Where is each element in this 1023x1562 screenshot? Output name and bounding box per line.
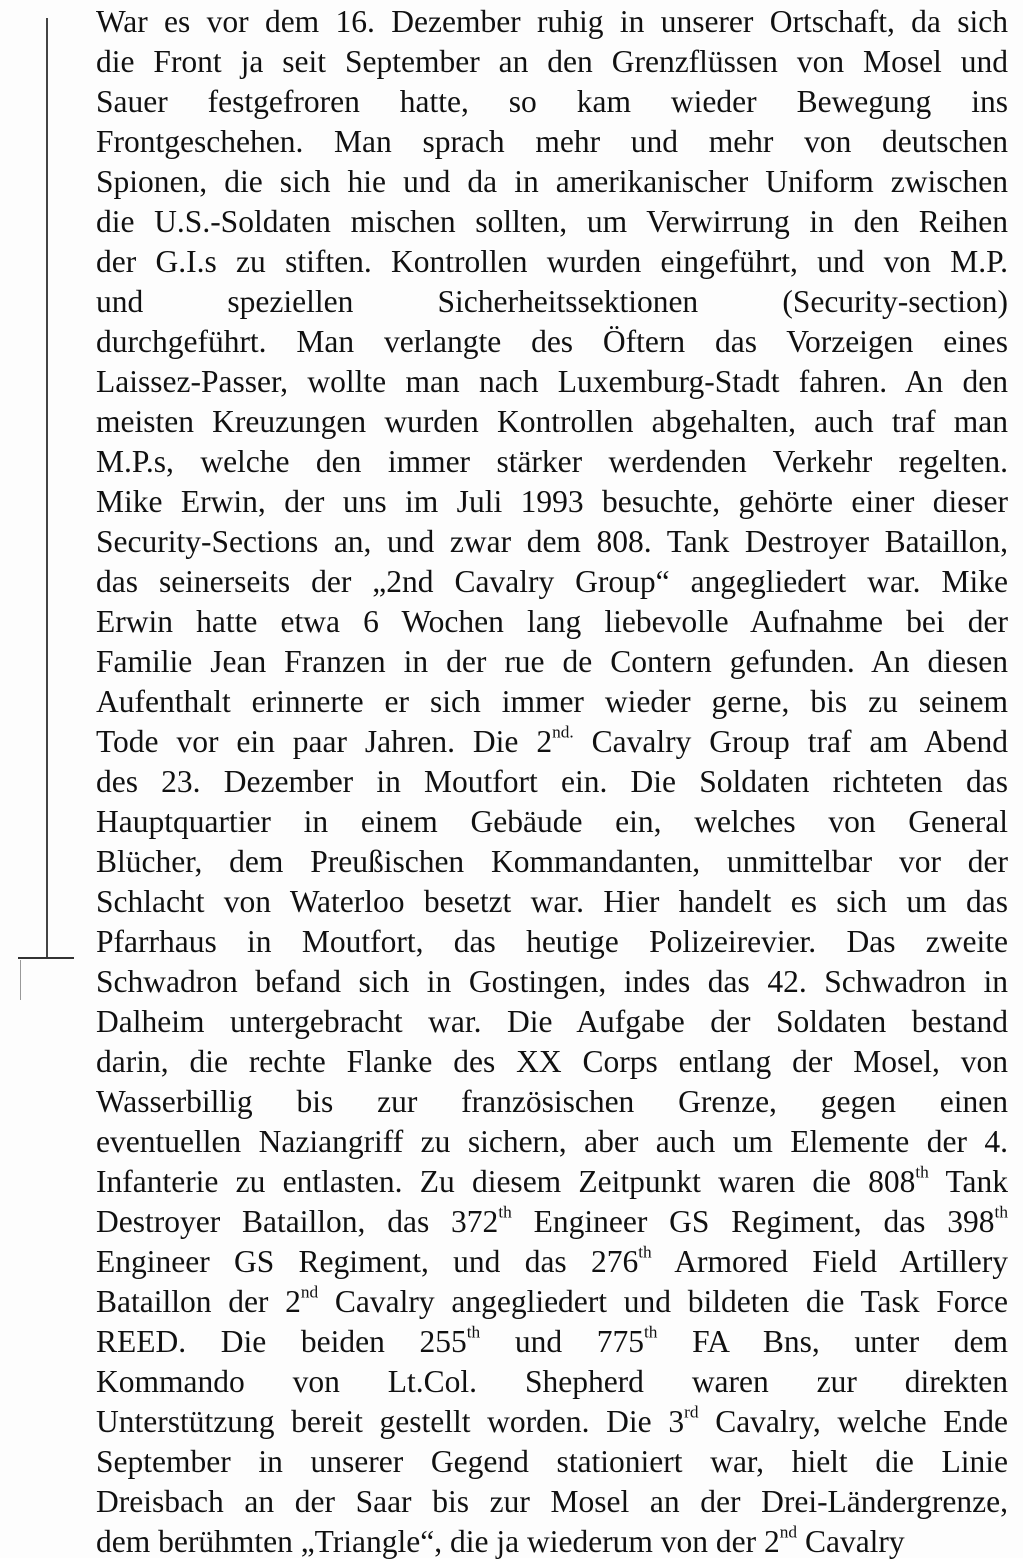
- superscript: th: [915, 1162, 929, 1182]
- text-line: Mike Erwin, der uns im Juli 1993 besuchte, gehörte einer dieser: [96, 484, 1008, 519]
- superscript: nd: [779, 1522, 798, 1542]
- text-line: M.P.s, welche den immer stärker werdenden Verkehr regelten.: [96, 444, 1008, 479]
- margin-rule-vertical: [46, 18, 48, 958]
- text-line: Blücher, dem Preußischen Kommandanten, unmittelbar vor der: [96, 844, 1008, 879]
- text-run: Cavalry angegliedert und bildeten die Task Force: [318, 1284, 1008, 1319]
- text-line: Kommando von Lt.Col. Shepherd waren zur direkten: [96, 1364, 1008, 1399]
- superscript: th: [466, 1322, 481, 1342]
- text-line: und speziellen Sicherheitssektionen (Security-section): [96, 284, 1008, 319]
- text-run: Cavalry: [797, 1524, 905, 1559]
- text-line: Schwadron befand sich in Gostingen, indes das 42. Schwadron in: [96, 964, 1008, 999]
- text-line: Laissez-Passer, wollte man nach Luxemburg-Stadt fahren. An den: [96, 364, 1008, 399]
- text-line: der G.I.s zu stiften. Kontrollen wurden eingeführt, und von M.P.: [96, 244, 1008, 279]
- text-line: die U.S.-Soldaten mischen sollten, um Verwirrung in den Reihen: [96, 204, 1008, 239]
- text-run: Infanterie zu entlasten. Zu diesem Zeitpunkt waren die 808: [96, 1164, 916, 1199]
- text-line: Security-Sections an, und zwar dem 808. Tank Destroyer Bataillon,: [96, 524, 1008, 559]
- superscript: th: [643, 1322, 658, 1342]
- text-line: [96, 1202, 1008, 1242]
- text-line: Pfarrhaus in Moutfort, das heutige Polizeirevier. Das zweite: [96, 924, 1008, 959]
- text-line: War es vor dem 16. Dezember ruhig in unserer Ortschaft, da sich: [96, 4, 1008, 39]
- text-line: [96, 722, 1008, 762]
- superscript: th: [638, 1242, 652, 1262]
- text-line: [96, 1322, 1008, 1362]
- text-line: die Front ja seit September an den Grenzflüssen von Mosel und: [96, 44, 1008, 79]
- text-run: Bataillon der 2: [96, 1284, 301, 1319]
- text-line: [96, 1242, 1008, 1282]
- superscript: nd.: [552, 722, 574, 742]
- text-run: Cavalry, welche Ende: [698, 1404, 1008, 1439]
- text-run: Destroyer Bataillon, das 372: [96, 1204, 499, 1239]
- text-line: Dreisbach an der Saar bis zur Mosel an der Drei-Ländergrenze,: [96, 1484, 1008, 1519]
- text-run: dem berühmten „Triangle“, die ja wiederum von der 2: [96, 1524, 780, 1559]
- text-run: und 775: [480, 1324, 644, 1359]
- text-run: Tode vor ein paar Jahren. Die 2: [96, 724, 553, 759]
- text-line: [96, 1522, 1008, 1562]
- text-line: [96, 1282, 1008, 1322]
- text-run: Tank: [928, 1164, 1008, 1199]
- text-run: REED. Die beiden 255: [96, 1324, 467, 1359]
- margin-rule-tick: [18, 957, 74, 959]
- text-line: Erwin hatte etwa 6 Wochen lang liebevolle Aufnahme bei der: [96, 604, 1008, 639]
- text-line: durchgeführt. Man verlangte des Öftern das Vorzeigen eines: [96, 324, 1008, 359]
- body-text: [96, 2, 1008, 1562]
- superscript: rd: [684, 1402, 699, 1422]
- text-line: [96, 1402, 1008, 1442]
- text-line: eventuellen Naziangriff zu sichern, aber auch um Elemente der 4.: [96, 1124, 1008, 1159]
- text-line: September in unserer Gegend stationiert war, hielt die Linie: [96, 1444, 1008, 1479]
- text-line: das seinerseits der „2nd Cavalry Group“ angegliedert war. Mike: [96, 564, 1008, 599]
- text-run: Engineer GS Regiment, und das 276: [96, 1244, 639, 1279]
- text-run: Engineer GS Regiment, das 398: [511, 1204, 995, 1239]
- text-line: Schlacht von Waterloo besetzt war. Hier handelt es sich um das: [96, 884, 1008, 919]
- text-line: Familie Jean Franzen in der rue de Contern gefunden. An diesen: [96, 644, 1008, 679]
- text-line: Sauer festgefroren hatte, so kam wieder Bewegung ins: [96, 84, 1008, 119]
- text-line: Spionen, die sich hie und da in amerikanischer Uniform zwischen: [96, 164, 1008, 199]
- text-line: des 23. Dezember in Moutfort ein. Die Soldaten richteten das: [96, 764, 1008, 799]
- superscript: nd: [300, 1282, 319, 1302]
- superscript: th: [498, 1202, 512, 1222]
- text-run: Unterstützung bereit gestellt worden. Die 3: [96, 1404, 685, 1439]
- text-line: Hauptquartier in einem Gebäude ein, welches von General: [96, 804, 1008, 839]
- text-line: Frontgeschehen. Man sprach mehr und mehr von deutschen: [96, 124, 1008, 159]
- text-line: Aufenthalt erinnerte er sich immer wieder gerne, bis zu seinem: [96, 684, 1008, 719]
- text-run: FA Bns, unter dem: [657, 1324, 1009, 1359]
- text-line: Dalheim untergebracht war. Die Aufgabe der Soldaten bestand: [96, 1004, 1008, 1039]
- text-line: darin, die rechte Flanke des XX Corps entlang der Mosel, von: [96, 1044, 1008, 1079]
- text-run: Cavalry Group traf am Abend: [573, 724, 1009, 759]
- text-line: meisten Kreuzungen wurden Kontrollen abgehalten, auch traf man: [96, 404, 1008, 439]
- text-run: Armored Field Artillery: [651, 1244, 1008, 1279]
- margin-rule-lower: [20, 960, 21, 1000]
- text-line: [96, 1162, 1008, 1202]
- superscript: th: [994, 1202, 1008, 1222]
- text-line: Wasserbillig bis zur französischen Grenze, gegen einen: [96, 1084, 1008, 1119]
